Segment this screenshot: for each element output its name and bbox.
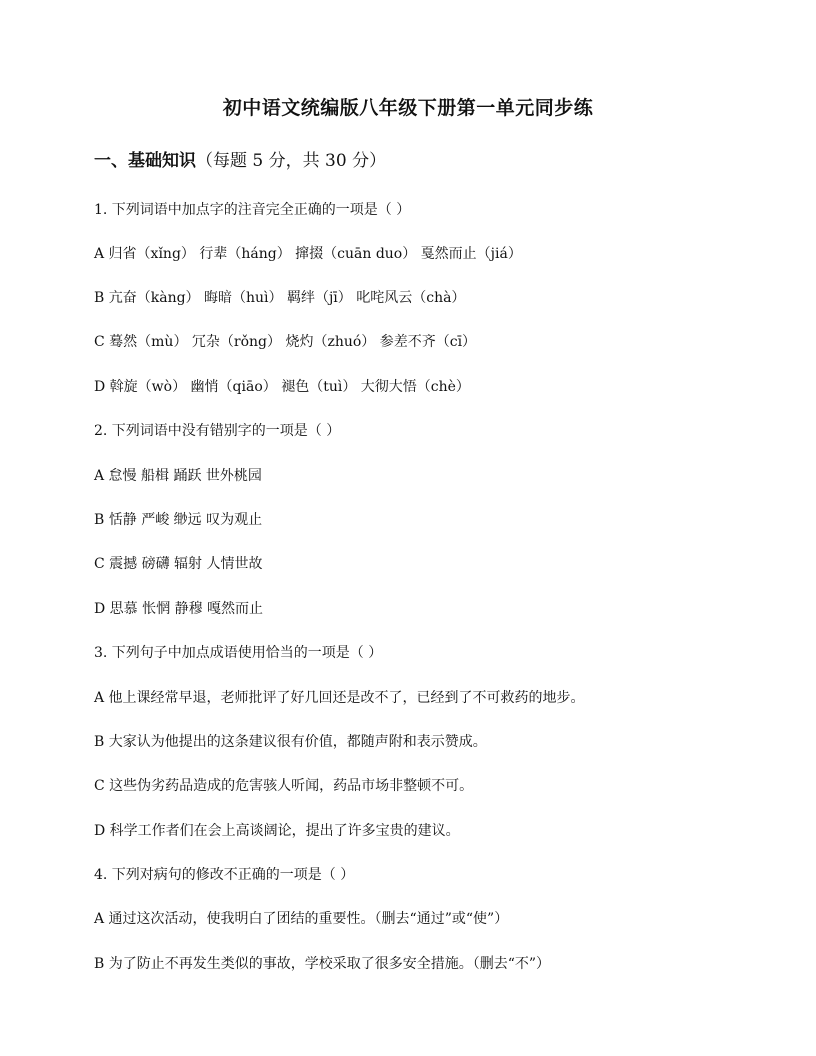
- q4-option-a: A 通过这次活动，使我明白了团结的重要性。（删去“通过”或“使”）: [94, 911, 509, 927]
- q2-option-b: B 恬静 严峻 缈远 叹为观止: [94, 512, 263, 528]
- section-heading-text: 一、基础知识: [94, 151, 196, 171]
- q3-option-a: A 他上课经常早退，老师批评了好几回还是改不了，已经到了不可救药的地步。: [94, 690, 585, 706]
- section-heading: [94, 150, 386, 172]
- q1-option-a: A 归省（xǐng） 行辈（háng） 撺掇（cuān duo） 戛然而止（jiá）: [94, 246, 522, 262]
- q1-option-d: D 斡旋（wò） 幽悄（qiāo） 褪色（tuì） 大彻大悟（chè）: [94, 379, 470, 395]
- question-4: 4. 下列对病句的修改不正确的一项是（ ）: [94, 867, 355, 883]
- question-1: 1. 下列词语中加点字的注音完全正确的一项是（ ）: [94, 202, 411, 218]
- q1-option-c: C 蓦然（mù） 冗杂（rǒng） 烧灼（zhuó） 参差不齐（cī）: [94, 334, 477, 350]
- section-score-note: （每题 5 分，共 30 分）: [196, 151, 387, 171]
- question-3: 3. 下列句子中加点成语使用恰当的一项是（ ）: [94, 645, 383, 661]
- q2-option-c: C 震撼 磅礴 辐射 人情世故: [94, 556, 263, 572]
- q3-option-c: C 这些伪劣药品造成的危害骇人听闻，药品市场非整顿不可。: [94, 778, 474, 794]
- q3-option-d: D 科学工作者们在会上高谈阔论，提出了许多宝贵的建议。: [94, 823, 460, 839]
- q4-option-b: B 为了防止不再发生类似的事故，学校采取了很多安全措施。（删去“不”）: [94, 956, 551, 972]
- q1-option-b: B 亢奋（kàng） 晦暗（huì） 羁绊（jī） 叱咤风云（chà）: [94, 290, 466, 306]
- page-title: 初中语文统编版八年级下册第一单元同步练: [222, 97, 594, 119]
- q3-option-b: B 大家认为他提出的这条建议很有价值，都随声附和表示赞成。: [94, 734, 487, 750]
- q2-option-a: A 怠慢 船楫 踊跃 世外桃园: [94, 468, 262, 484]
- q2-option-d: D 思慕 怅惘 静穆 嘎然而止: [94, 601, 264, 617]
- question-2: 2. 下列词语中没有错别字的一项是（ ）: [94, 423, 341, 439]
